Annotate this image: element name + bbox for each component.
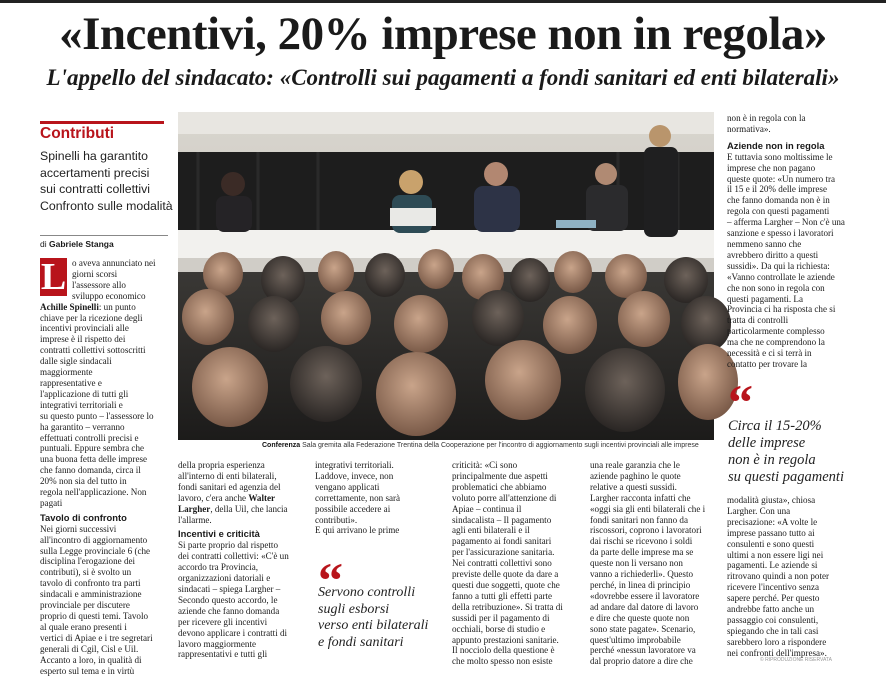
text-line: particolarmente complesso	[727, 326, 825, 337]
text-line: possibile accedere ai	[315, 503, 391, 514]
conference-photo-illustration	[178, 112, 714, 440]
text-line: Accanto a loro, in qualità di	[40, 654, 142, 665]
text-line: nemmeno sanno che	[727, 238, 802, 249]
text-line: – afferma Largher – Non c'è una	[727, 217, 845, 228]
text-line: riscossori, coprono i lavoratori	[590, 525, 702, 536]
text-line: provinciale per discutere	[40, 600, 130, 611]
text-line: puntuali. Eppure sembra che	[40, 443, 145, 454]
text-line: integrativi territoriali e	[40, 399, 123, 410]
text-line: ha garantito – verranno	[40, 421, 125, 432]
text-line: problematici che abbiamo	[452, 481, 547, 492]
text-line: Largher, della Uil, che lancia	[178, 503, 288, 514]
text-line: sapere perché. Per questo	[727, 593, 820, 604]
text-line: questi pagamenti. La	[727, 293, 804, 304]
text-line: Nei giorni successivi	[40, 523, 117, 534]
text-line: Largher racconta infatti che	[590, 492, 691, 503]
text-line: una reale garanzia che le	[590, 460, 680, 470]
text-line: organizzazioni datoriali e	[178, 573, 271, 584]
text-line: «Vanno controllate le aziende	[727, 271, 835, 282]
text-line: incentivi provinciali alle	[40, 323, 129, 334]
quote-mark-icon: “	[318, 552, 343, 608]
text-line: sussidi per il pagamento di	[452, 612, 550, 623]
text-line: normativa».	[727, 123, 771, 134]
text-line: proprio di questi temi. Tavolo	[40, 611, 149, 621]
text-line: tratta di controlli	[727, 315, 789, 326]
top-rule	[0, 0, 886, 3]
text-line: relative a questi sussidi.	[590, 481, 677, 492]
text-line: quest'ultimo improbabile	[590, 634, 681, 645]
text-line: lavoro, c'era anche Walter	[178, 492, 276, 503]
text-line: avrebbero diritto a questi	[727, 249, 819, 260]
column-4	[452, 460, 580, 667]
text-line: perché «nessun lavoratore va	[590, 645, 696, 656]
text-line: generali di Cgil, Cisl e Uil.	[40, 643, 139, 654]
text-line: fondi sanitari ed agenzia del	[178, 481, 281, 492]
text-line: appunto prestazioni sanitarie.	[452, 634, 559, 645]
column-6-continued	[727, 495, 859, 659]
pull-quote-2: Circa il 15-20% delle imprese non è in regola su questi pagamenti	[728, 418, 844, 485]
text-line: ad andare dal datore di lavoro	[590, 601, 699, 612]
text-line: queste non li versano non	[590, 558, 683, 569]
text-line: occhiali, borse di studio e	[452, 623, 546, 634]
text-line: Nei contratti collettivi sono	[452, 558, 552, 569]
subheading: Tavolo di confronto	[40, 511, 127, 523]
text-line: sarebbero loro a rispondere	[727, 636, 827, 647]
text-line: aziende che fanno domanda	[178, 605, 280, 616]
text-line: sanzione e spesso i lavoratori	[727, 228, 834, 239]
subheading: Aziende non in regola	[727, 139, 825, 151]
text-line: Laddove, invece, non	[315, 470, 394, 481]
subheadline: L'appello del sindacato: «Controlli sui pagamenti a fondi sanitari ed enti bilaterali»	[46, 65, 840, 90]
text-line: Secondo questo accordo, le	[178, 594, 278, 605]
text-line: dei contratti collettivi: «C'è un	[178, 551, 289, 562]
text-line: sono state pagate». Scenario,	[590, 623, 696, 634]
column-2	[178, 460, 306, 660]
text-line: agli enti bilaterali e il	[452, 525, 530, 536]
text-line: per l'assicurazione sanitaria.	[452, 547, 555, 558]
text-line: sindacali e amministrazione	[40, 589, 142, 600]
headline: «Incentivi, 20% imprese non in regola»	[59, 8, 827, 60]
text-line: regola nell'applicazione. Non	[40, 487, 147, 498]
text-line: rappresentativi e tutti gli	[178, 649, 268, 660]
text-line: «dovrebbe essere il lavoratore	[590, 590, 700, 601]
text-line: E qui arrivano le prime	[315, 525, 400, 536]
text-line: sindacalista – Il pagamento	[452, 514, 552, 525]
section-label: Contributi	[40, 121, 164, 143]
text-line: contributi), si è svolto un	[40, 567, 132, 578]
text-line: voluto porre all'attenzione di	[452, 492, 557, 503]
copyright: © RIPRODUZIONE RISERVATA	[760, 657, 832, 663]
text-line: per ricevere gli incentivi	[178, 616, 268, 627]
text-line: integrativi territoriali.	[315, 460, 394, 470]
text-line: non è in regola con la	[727, 113, 806, 123]
text-line: al quale erano presenti i	[40, 621, 127, 632]
text-line: che fanno domanda non è in	[727, 195, 830, 206]
text-line: ritrovano quindi a non poter	[727, 571, 830, 582]
text-line: correttamente, non sarà	[315, 492, 401, 503]
text-line: una buona fetta delle imprese	[40, 454, 148, 465]
subheading: Incentivi e criticità	[178, 528, 260, 540]
text-line: l'applicazione di tutti gli	[40, 388, 129, 399]
text-line: lavoro maggiormente	[178, 638, 257, 649]
text-line: contratti collettivi sottoscritti	[40, 345, 146, 356]
text-line: Apiae – continua il	[452, 503, 522, 514]
text-line: vertici di Apiae e i tre segretari	[40, 632, 153, 643]
text-line: spiegando che in tali casi	[727, 625, 819, 636]
text-line: disciplina l'erogazione dei	[40, 556, 136, 567]
text-line: «oggi sia gli enti bilaterali che i	[590, 503, 706, 514]
byline-author: Gabriele Stanga	[49, 239, 114, 249]
text-line: E tuttavia sono moltissime le	[727, 151, 833, 162]
text-line: ma che ne comprendono la	[727, 337, 825, 348]
text-line: regola con questi pagamenti	[727, 206, 830, 217]
text-line: l'assessore allo	[72, 279, 126, 290]
text-line: maggiormente	[40, 367, 93, 378]
text-line: previste delle quote da dare a	[452, 569, 559, 580]
text-line: giorni scorsi	[72, 268, 118, 279]
text-line: chiave per la ricezione degli	[40, 312, 143, 323]
text-line: vanno a richiederli». Questo	[590, 569, 694, 580]
text-line: della propria esperienza	[178, 460, 265, 470]
text-line: della retribuzione». Si tratta di	[452, 601, 563, 612]
photo-caption: Conferenza Sala gremita alla Federazione Trentina della Cooperazione per l'incontro di aggiornamento sugli incentivi provinciali alle imprese	[262, 442, 699, 449]
text-line: pagamenti. Le aziende si	[727, 560, 818, 571]
text-line: ultimi a non essere ligi nei	[727, 549, 824, 560]
text-line: da parte delle imprese ma se	[590, 547, 694, 558]
text-line: sulla Legge provinciale 6 (che	[40, 545, 151, 556]
text-line: Il nocciolo della questione è	[452, 645, 555, 656]
text-line: Achille Spinelli: un punto	[40, 301, 136, 312]
pull-quote-1: Servono controlli sugli esborsi verso enti bilaterali e fondi sanitari	[318, 585, 429, 650]
text-line: aziende paghino le quote	[590, 470, 681, 481]
column-3	[315, 460, 443, 536]
text-line: dal proprio datore a dire che	[590, 656, 693, 667]
text-line: vengano applicati	[315, 481, 380, 492]
text-line: dai rischi se ricevono i soldi	[590, 536, 693, 547]
text-line: criticità: «Ci sono	[452, 460, 518, 470]
text-line: questi due soggetti, quote che	[452, 579, 560, 590]
text-line: passaggio coi consulenti,	[727, 614, 819, 625]
text-line: che fanno domanda, circa il	[40, 465, 141, 476]
text-line: precisazione: «A volte le	[727, 516, 818, 527]
text-line: devono applicare i contratti di	[178, 627, 288, 638]
text-line: imprese passano tutto ai	[727, 527, 815, 538]
text-line: effettuati controlli precisi e	[40, 432, 139, 443]
text-line: sussidi». Da qui la richiesta:	[727, 260, 830, 271]
quote-mark-icon-2: “	[728, 374, 753, 430]
text-line: 20% non sia del tutto in	[40, 476, 127, 487]
byline: di Gabriele Stanga	[40, 235, 168, 249]
text-line: Si parte proprio dal rispetto	[178, 540, 279, 551]
text-line: dalle sigle sindacali	[40, 356, 112, 367]
text-line: il 15 e il 20% delle imprese	[727, 184, 828, 195]
text-line: Provincia ci ha risposta che si	[727, 304, 836, 315]
text-line: accordo tra Provincia,	[178, 562, 259, 573]
text-line: contributi».	[315, 514, 358, 525]
column-6	[727, 113, 859, 370]
text-line: modalità giusta», chiosa	[727, 495, 816, 505]
drop-cap: L	[40, 256, 67, 298]
text-line: necessità e ci si terrà in	[727, 348, 812, 359]
text-line: sindacati – spiega Largher –	[178, 583, 281, 594]
text-line: consulenti e sono questi	[727, 538, 815, 549]
text-line: o aveva annunciato nei	[72, 258, 156, 268]
text-line: ricevere l'incentivo senza	[727, 582, 820, 593]
text-line: fondi sanitari non fanno da	[590, 514, 688, 525]
text-line: all'incontro di aggiornamento	[40, 534, 148, 545]
text-line: andrebbe fatto anche un	[727, 604, 815, 615]
text-line: nei confronti dell'impresa».	[727, 647, 827, 658]
text-line: rappresentative e	[40, 377, 102, 388]
text-line: fanno a tutti gli effetti parte	[452, 590, 553, 601]
column-5	[590, 460, 718, 667]
text-line: pagamento ai fondi sanitari	[452, 536, 552, 547]
text-line: l'allarme.	[178, 514, 212, 525]
text-line: queste quote: «Un numero tra	[727, 173, 836, 184]
conference-photo	[178, 112, 714, 440]
text-line: sviluppo economico	[72, 290, 146, 301]
text-line: su questo punto – l'assessore lo	[40, 410, 154, 421]
text-line: che molto spesso non esiste	[452, 656, 553, 667]
text-line: contatto per trovare la	[727, 358, 808, 369]
text-line: imprese che non pagano	[727, 162, 816, 173]
text-line: Largher. Con una	[727, 505, 791, 516]
text-line: pagati	[40, 497, 63, 508]
text-line: imprese è il rispetto dei	[40, 334, 126, 345]
text-line: tavolo di confronto tra parti	[40, 578, 141, 589]
text-line: all'interno di enti bilaterali,	[178, 470, 277, 481]
text-line: principalmente due aspetti	[452, 470, 548, 481]
text-line: perché, in linea di principio	[590, 579, 691, 590]
text-line: e dire che queste quote non	[590, 612, 690, 623]
column-1	[40, 258, 168, 676]
text-line: che non sono in regola con	[727, 282, 825, 293]
text-line: esperto sul tema e in virtù	[40, 665, 135, 676]
summary: Spinelli ha garantito accertamenti precisi sui contratti collettivi Confronto sulle modalità	[40, 149, 173, 213]
